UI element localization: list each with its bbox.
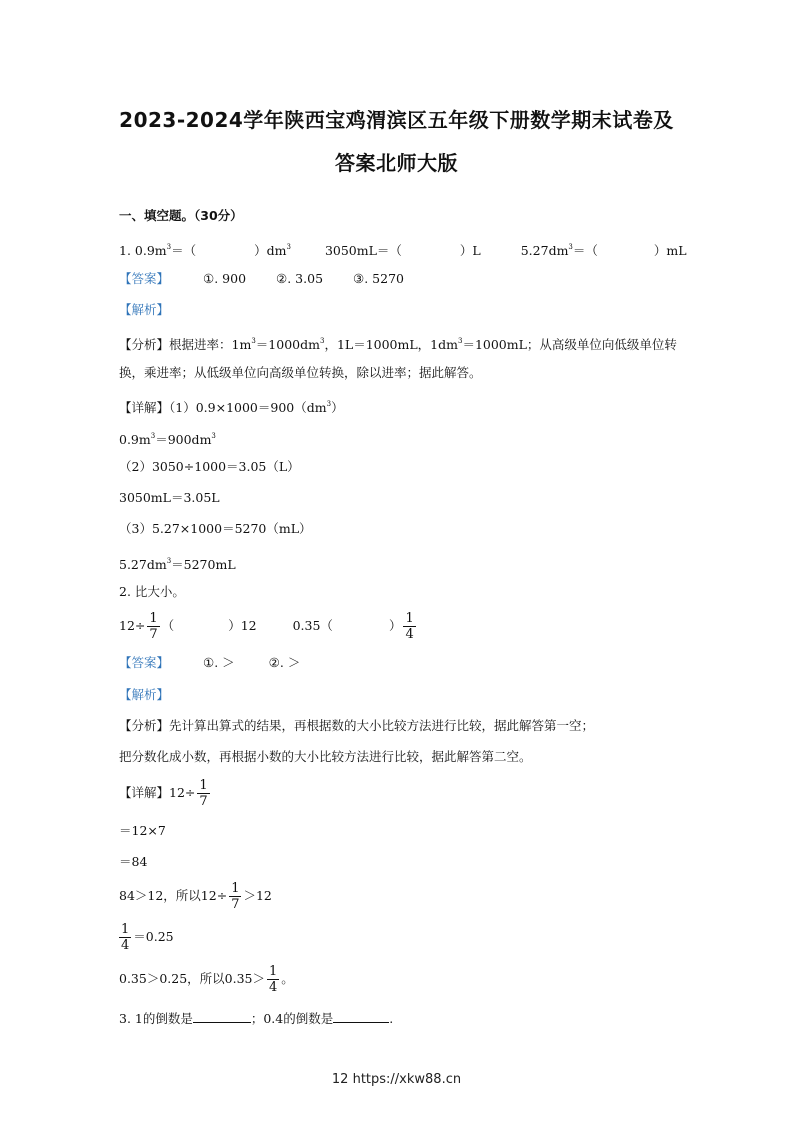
answer-2-value-1: ①. ＞ <box>203 655 235 670</box>
question-3 <box>119 1010 393 1028</box>
fraction-one-seventh <box>229 881 241 912</box>
q1-part-a: 1. 0.9m <box>119 243 167 258</box>
fraction-denominator: 4 <box>121 938 130 953</box>
fraction-one-quarter <box>403 611 415 642</box>
fraction-numerator: 1 <box>231 881 240 896</box>
superscript: 3 <box>166 557 172 565</box>
q1-sup: 3 <box>286 243 291 251</box>
fenxi-1-line-2: 换，乘进率；从低级单位向高级单位转换，除以进率；据此解答。 <box>119 365 482 380</box>
document-title-line-2: 答案北师大版 <box>335 151 458 175</box>
fenxi-text: 根据进率：1m <box>169 337 252 352</box>
fraction-numerator: 1 <box>405 611 414 626</box>
q1-sup: 3 <box>568 243 573 251</box>
xiangjie-1-line-1 <box>119 395 344 417</box>
xiangjie-text: 。 <box>281 971 294 986</box>
xiangjie-text: 0.35＞0.25，所以0.35＞ <box>119 971 265 986</box>
fraction-denominator: 7 <box>149 627 158 642</box>
q1-part-g: ＝（ <box>572 243 598 258</box>
superscript: 3 <box>457 337 463 345</box>
xiangjie-1-line-6 <box>119 552 236 574</box>
xiangjie-text: ＝900dm <box>155 432 212 447</box>
xiangjie-2-line-4 <box>119 879 272 913</box>
superscript: 3 <box>211 432 216 440</box>
xiangjie-2-line-2: ＝12×7 <box>119 823 166 838</box>
superscript: 3 <box>326 400 332 408</box>
xiangjie-text: 5.27dm <box>119 557 167 572</box>
xiangjie-2-line-1 <box>119 776 212 810</box>
fenxi-label: 【分析】 <box>119 718 170 733</box>
fenxi-label: 【分析】 <box>119 337 170 352</box>
answer-2 <box>119 654 300 672</box>
question-2 <box>119 609 418 643</box>
fenxi-1-line-1 <box>119 332 677 354</box>
xiangjie-label: 【详解】 <box>119 400 170 415</box>
analysis-label-2: 【解析】 <box>119 687 170 702</box>
answer-blank-line <box>333 1010 389 1023</box>
xiangjie-1-line-5: （3）5.27×1000＝5270（mL） <box>119 521 312 536</box>
question-1 <box>119 238 687 260</box>
q2-text: 0.35（ <box>292 618 333 633</box>
q1-part-e: ）L <box>459 243 481 258</box>
xiangjie-2-line-3: ＝84 <box>119 854 148 869</box>
q3-text: 3. 1的倒数是 <box>119 1011 193 1026</box>
xiangjie-text: 0.9m <box>119 432 151 447</box>
fenxi-2-line-1 <box>119 717 594 735</box>
answer-label: 【答案】 <box>119 655 170 670</box>
answer-label: 【答案】 <box>119 271 170 286</box>
q1-part-f: 5.27dm <box>520 243 569 258</box>
fraction-denominator: 4 <box>405 627 414 642</box>
xiangjie-text: 12÷ <box>169 785 196 800</box>
fraction-numerator: 1 <box>269 964 278 979</box>
question-2-title: 2. 比大小。 <box>119 584 185 599</box>
q2-text: 12÷ <box>119 618 146 633</box>
q1-part-b: ＝（ <box>171 243 197 258</box>
xiangjie-text: （1）0.9×1000＝900（dm <box>169 400 327 415</box>
q1-sup: 3 <box>166 243 172 251</box>
xiangjie-1-line-2 <box>119 427 216 449</box>
xiangjie-text: ） <box>331 400 344 415</box>
q1-part-h: ）mL <box>653 243 687 258</box>
q3-text: . <box>389 1011 394 1026</box>
xiangjie-1-line-3: （2）3050÷1000＝3.05（L） <box>119 459 300 474</box>
fenxi-text: 先计算出算式的结果，再根据数的大小比较方法进行比较，据此解答第一空； <box>169 718 595 733</box>
fraction-numerator: 1 <box>121 922 130 937</box>
answer-2-value-2: ②. ＞ <box>268 655 301 670</box>
xiangjie-label: 【详解】 <box>119 785 170 800</box>
section-heading: 一、填空题。（30分） <box>119 208 243 223</box>
fraction-one-seventh <box>147 611 159 642</box>
fraction-denominator: 4 <box>269 980 278 995</box>
superscript: 3 <box>319 337 325 345</box>
answer-1-value-2: ②. 3.05 <box>276 271 324 286</box>
answer-blank-line <box>193 1010 251 1023</box>
xiangjie-2-line-5 <box>119 920 174 954</box>
fraction-denominator: 7 <box>199 794 208 809</box>
q3-text: ；0.4的倒数是 <box>250 1011 334 1026</box>
xiangjie-text: ＝0.25 <box>133 929 174 944</box>
q1-part-c: ）dm <box>254 243 287 258</box>
superscript: 3 <box>150 432 156 440</box>
fenxi-text: ，1L＝1000mL，1dm <box>324 337 458 352</box>
analysis-label-1: 【解析】 <box>119 302 170 317</box>
q2-text: （ <box>161 618 175 633</box>
page-footer: 12 https://xkw88.cn <box>331 1072 462 1087</box>
xiangjie-1-line-4: 3050mL＝3.05L <box>119 490 220 505</box>
answer-1-value-1: ①. 900 <box>203 271 247 286</box>
fraction-one-seventh <box>197 778 209 809</box>
xiangjie-text: ＝5270mL <box>171 557 236 572</box>
document-title-line-1: 2023-2024学年陕西宝鸡渭滨区五年级下册数学期末试卷及 <box>119 108 674 132</box>
fraction-one-quarter <box>119 922 131 953</box>
q2-text: ） <box>388 618 402 633</box>
q2-text: ）12 <box>228 618 257 633</box>
fenxi-text: ＝1000mL；从高级单位向低级单位转 <box>462 337 677 352</box>
fenxi-2-line-2: 把分数化成小数，再根据小数的大小比较方法进行比较，据此解答第二空。 <box>119 749 532 764</box>
xiangjie-text: ＞12 <box>243 888 272 903</box>
fraction-numerator: 1 <box>149 611 158 626</box>
fraction-one-quarter <box>267 964 279 995</box>
answer-1 <box>119 270 404 288</box>
superscript: 3 <box>251 337 256 345</box>
answer-1-value-3: ③. 5270 <box>353 271 404 286</box>
fraction-numerator: 1 <box>199 778 208 793</box>
q1-part-d: 3050mL＝（ <box>324 243 402 258</box>
fenxi-text: ＝1000dm <box>255 337 320 352</box>
xiangjie-text: 84＞12，所以12÷ <box>119 888 228 903</box>
fraction-denominator: 7 <box>231 897 240 912</box>
xiangjie-2-line-6 <box>119 962 294 996</box>
